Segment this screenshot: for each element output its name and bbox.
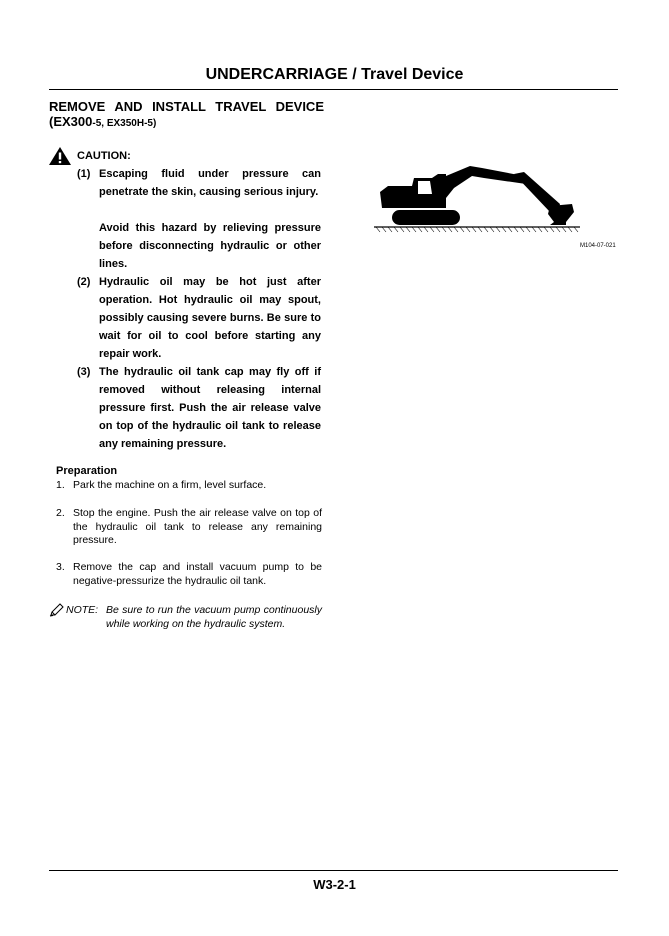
- page-header-title: UNDERCARRIAGE / Travel Device: [205, 66, 464, 83]
- prep-step-2-num: 2.: [56, 507, 65, 519]
- caution-label: CAUTION:: [77, 150, 131, 162]
- caution-item-1-num: (1): [77, 168, 91, 180]
- warning-triangle-icon: [48, 146, 72, 166]
- footer-rule: [49, 870, 618, 871]
- caution-item-1-text2: Avoid this hazard by relieving pressure before disconnecting hydraulic or other lines.: [99, 222, 321, 270]
- prep-step-3-num: 3.: [56, 561, 65, 573]
- section-title-line2: (EX300-5, EX350H-5): [49, 114, 157, 129]
- caution-item-2-text: Hydraulic oil may be hot just after operation. Hot hydraulic oil may spout, possibly causing severe burns. Be sure to wait for oil to cool before starting any repair work.: [99, 276, 321, 360]
- caution-item-3-text: The hydraulic oil tank cap may fly off if removed without releasing internal pressure first. Push the air release valve on top of the hydraulic oil tank to release any remaining pressure.: [99, 366, 321, 450]
- prep-step-1-text: Park the machine on a firm, level surface.: [73, 479, 267, 491]
- section-title: [49, 99, 324, 131]
- pencil-note-icon: [49, 603, 65, 617]
- caution-item-2-num: (2): [77, 276, 91, 288]
- prep-step-3-text: Remove the cap and install vacuum pump to be negative-pressurize the hydraulic oil tank.: [73, 561, 322, 587]
- page-number: W3-2-1: [313, 877, 356, 892]
- preparation-title: Preparation: [56, 465, 118, 477]
- prep-step-2-text: Stop the engine. Push the air release valve on top of the hydraulic oil tank to release any remaining pressure.: [73, 507, 322, 546]
- note-label: NOTE:: [66, 604, 99, 616]
- header-rule: [49, 89, 618, 90]
- prep-step-1-num: 1.: [56, 479, 65, 491]
- section-title-line1: REMOVE AND INSTALL TRAVEL DEVICE: [49, 99, 324, 114]
- caution-item-1-text: Escaping fluid under pressure can penetrate the skin, causing serious injury.: [99, 168, 321, 198]
- note-text: Be sure to run the vacuum pump continuously while working on the hydraulic system.: [106, 604, 322, 630]
- figure-id: M104-07-021: [580, 243, 616, 249]
- excavator-illustration: [374, 160, 584, 240]
- caution-item-3-num: (3): [77, 366, 91, 378]
